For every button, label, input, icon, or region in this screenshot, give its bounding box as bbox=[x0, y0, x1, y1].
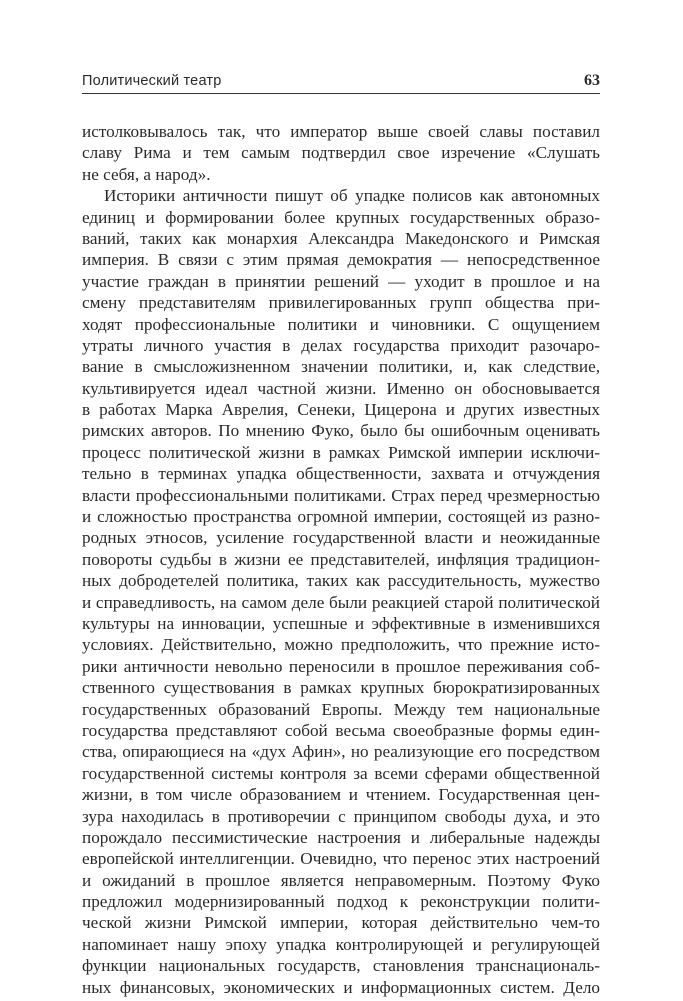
text-line: славу Рима и тем самым подтвердил свое изречение «Слушать bbox=[82, 143, 600, 163]
text-line: порождало пессимистические настроения и либеральные надежды bbox=[82, 827, 600, 847]
text-line: жизни, в том числе образованием и чтением. Государственная цен- bbox=[82, 785, 600, 805]
text-line: ственного существования в рамках крупных бюрократизированных bbox=[82, 678, 600, 698]
text-line: процесс политической жизни в рамках Римской империи исключи- bbox=[82, 442, 600, 462]
text-line: повороты судьбы в жизни ее представителей, инфляция традицион- bbox=[82, 549, 600, 569]
text-line: ческой жизни Римской империи, которая действительно чем-то bbox=[82, 913, 600, 933]
text-line: империя. В связи с этим прямая демократия — непосредственное bbox=[82, 250, 600, 270]
text-line: предложил модернизированный подход к реконструкции полити- bbox=[82, 892, 600, 912]
text-line: смену представителям привилегированных групп общества при- bbox=[82, 293, 600, 313]
text-line: власти профессиональными политиками. Страх перед чрезмерностью bbox=[82, 485, 600, 505]
text-line: в работах Марка Аврелия, Сенеки, Цицерона и других известных bbox=[82, 400, 600, 420]
body-text bbox=[82, 121, 600, 998]
text-line: государственных образований Европы. Между тем национальные bbox=[82, 699, 600, 719]
text-line: римских авторов. По мнению Фуко, было бы ошибочным оценивать bbox=[82, 421, 600, 441]
text-line: и ожиданий в прошлое является неправомерным. Поэтому Фуко bbox=[82, 870, 600, 890]
running-header bbox=[82, 71, 600, 94]
text-line: ходят профессиональные политики и чиновники. С ощущением bbox=[82, 314, 600, 334]
text-line: ства, опирающиеся на «дух Афин», но реализующие его посредством bbox=[82, 742, 600, 762]
text-line: функции национальных государств, становления транснациональ- bbox=[82, 956, 600, 976]
text-line: условиях. Действительно, можно предположить, что прежние исто- bbox=[82, 635, 600, 655]
text-line: и справедливость, на самом деле были реакцией старой политической bbox=[82, 592, 600, 612]
text-line: и сложностью пространства огромной империи, состоящей из разно- bbox=[82, 507, 600, 527]
text-line: ных добродетелей политика, таких как рассудительность, мужество bbox=[82, 571, 600, 591]
text-line: единиц и формировании более крупных государственных образо- bbox=[82, 207, 600, 227]
text-line: рики античности невольно переносили в прошлое переживания соб- bbox=[82, 656, 600, 676]
text-line: тельно в терминах упадка общественности, захвата и отчуждения bbox=[82, 464, 600, 484]
text-line: не себя, а народ». bbox=[82, 164, 211, 184]
text-line: истолковывалось так, что император выше своей славы поставил bbox=[82, 122, 600, 141]
text-line: напоминает нашу эпоху упадка контролирующей и регулирующей bbox=[82, 934, 600, 954]
text-line: ваний, таких как монархия Александра Македонского и Римская bbox=[82, 228, 600, 248]
text-line: государства представляют собой весьма своеобразные формы един- bbox=[82, 720, 600, 740]
text-line: европейской интеллигенции. Очевидно, что перенос этих настроений bbox=[82, 849, 600, 869]
text-line: вание в смысложизненном значении политики, и, как следствие, bbox=[82, 357, 600, 377]
text-line: культуры на инновации, успешные и эффективные в изменившихся bbox=[82, 613, 600, 633]
text-line: культивируется идеал частной жизни. Именно он обосновывается bbox=[82, 378, 600, 398]
text-line: зура находилась в противоречии с принципом свободы духа, и это bbox=[82, 806, 600, 826]
text-line: участие граждан в принятии решений — уходит в прошлое и на bbox=[82, 271, 600, 291]
text-line: Историки античности пишут об упадке полисов как автономных bbox=[104, 186, 600, 206]
text-line: государственной системы контроля за всеми сферами общественной bbox=[82, 763, 600, 783]
text-line: ных финансовых, экономических и информационных систем. Дело bbox=[82, 977, 600, 997]
text-line: утраты личного участия в делах государства приходит разочаро- bbox=[82, 335, 600, 355]
text-line: родных этносов, усиление государственной власти и неожиданные bbox=[82, 528, 600, 548]
running-title: Политический театр bbox=[82, 73, 222, 89]
page-number: 63 bbox=[584, 72, 600, 89]
